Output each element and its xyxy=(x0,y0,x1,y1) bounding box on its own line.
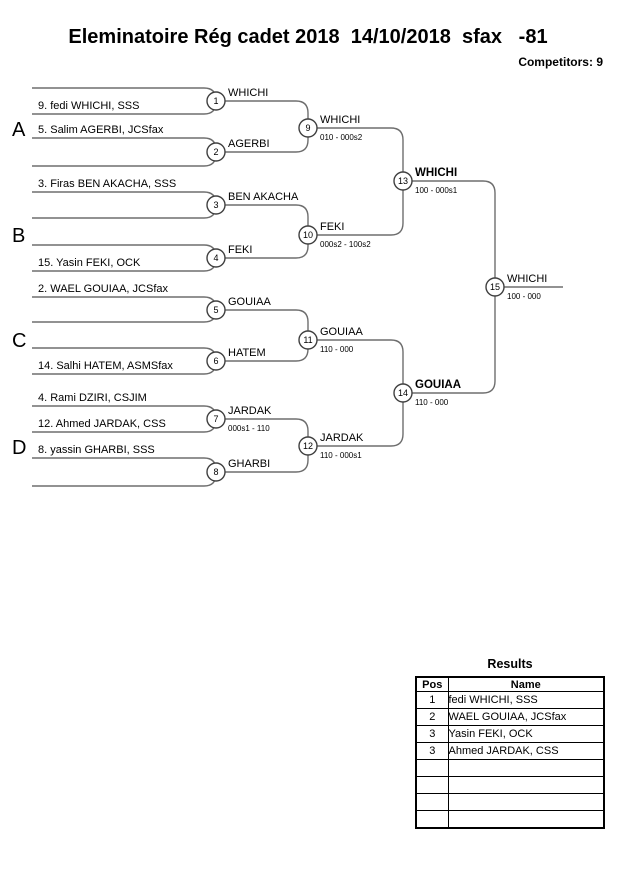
match-node-8 xyxy=(207,463,225,481)
winner-label: FEKI xyxy=(320,221,345,233)
match-number: 7 xyxy=(213,414,219,424)
group-label-a: A xyxy=(12,119,26,141)
competitor-name: 4. Rami DZIRI, CSJIM xyxy=(38,392,147,404)
name-cell: Ahmed JARDAK, CSS xyxy=(448,743,604,760)
group-label-b: B xyxy=(12,225,26,247)
match-number: 15 xyxy=(489,282,501,292)
match-node-11 xyxy=(299,331,317,349)
match-number: 9 xyxy=(305,123,311,133)
match-number: 1 xyxy=(213,96,219,106)
group-label-c: C xyxy=(12,330,27,352)
match-node-3 xyxy=(207,196,225,214)
table-row xyxy=(416,743,604,760)
winner-label: BEN AKACHA xyxy=(228,191,299,203)
winner-label: GOUIAA xyxy=(228,296,271,308)
match-node-15 xyxy=(486,278,504,296)
match-node-4 xyxy=(207,249,225,267)
match-node-13 xyxy=(394,172,412,190)
winner-label: WHICHI xyxy=(415,167,458,179)
pos-cell: 3 xyxy=(416,726,448,743)
winner-label: AGERBI xyxy=(228,138,270,150)
match-score: 110 - 000 xyxy=(415,398,449,407)
match-score: 100 - 000 xyxy=(507,292,541,301)
pos-cell xyxy=(416,811,448,829)
match-node-14 xyxy=(394,384,412,402)
match-node-10 xyxy=(299,226,317,244)
pos-cell: 2 xyxy=(416,709,448,726)
winner-label: GOUIAA xyxy=(320,326,363,338)
match-node-12 xyxy=(299,437,317,455)
name-cell xyxy=(448,777,604,794)
page-title: Eleminatoire Rég cadet 2018 14/10/2018 sfax -81 xyxy=(68,26,548,48)
pos-cell xyxy=(416,794,448,811)
match-score: 100 - 000s1 xyxy=(415,186,458,195)
name-cell xyxy=(448,811,604,829)
table-row xyxy=(416,760,604,777)
match-score: 010 - 000s2 xyxy=(320,133,363,142)
pos-cell xyxy=(416,760,448,777)
winner-label: FEKI xyxy=(228,244,253,256)
results-header-row xyxy=(416,677,604,692)
competitor-name: 3. Firas BEN AKACHA, SSS xyxy=(38,178,177,190)
name-cell: Yasin FEKI, OCK xyxy=(448,726,604,743)
match-score: 110 - 000s1 xyxy=(320,451,362,460)
competitors-count: Competitors: 9 xyxy=(518,55,603,69)
match-number: 3 xyxy=(213,200,219,210)
match-node-9 xyxy=(299,119,317,137)
table-row xyxy=(416,692,604,709)
match-number: 14 xyxy=(397,388,409,398)
winner-label: WHICHI xyxy=(320,114,361,126)
pos-cell xyxy=(416,777,448,794)
match-node-6 xyxy=(207,352,225,370)
competitor-name: 5. Salim AGERBI, JCSfax xyxy=(38,124,164,136)
match-number: 8 xyxy=(213,467,219,477)
match-score: 000s1 - 110 xyxy=(228,424,270,433)
pos-cell: 1 xyxy=(416,692,448,709)
name-cell: WAEL GOUIAA, JCSfax xyxy=(448,709,604,726)
match-node-2 xyxy=(207,143,225,161)
results-table xyxy=(415,676,605,829)
competitor-name: 12. Ahmed JARDAK, CSS xyxy=(38,418,166,430)
match-number: 12 xyxy=(302,441,314,451)
competitor-name: 8. yassin GHARBI, SSS xyxy=(38,444,155,456)
table-row xyxy=(416,726,604,743)
competitor-name: 9. fedi WHICHI, SSS xyxy=(38,100,140,112)
table-row xyxy=(416,709,604,726)
winner-label: JARDAK xyxy=(320,432,364,444)
pos-cell: 3 xyxy=(416,743,448,760)
name-cell xyxy=(448,760,604,777)
competitor-name: 15. Yasin FEKI, OCK xyxy=(38,257,141,269)
match-node-1 xyxy=(207,92,225,110)
match-node-7 xyxy=(207,410,225,428)
match-number: 4 xyxy=(213,253,219,263)
match-number: 13 xyxy=(397,176,409,186)
results-title: Results xyxy=(487,657,533,671)
winner-label: WHICHI xyxy=(507,273,548,285)
group-label-d: D xyxy=(12,437,27,459)
match-number: 6 xyxy=(213,356,219,366)
table-row xyxy=(416,811,604,829)
match-number: 11 xyxy=(303,335,313,345)
competitor-name: 2. WAEL GOUIAA, JCSfax xyxy=(38,283,168,295)
competitor-name: 14. Salhi HATEM, ASMSfax xyxy=(38,360,173,372)
match-score: 110 - 000 xyxy=(320,345,354,354)
table-row xyxy=(416,794,604,811)
match-number: 2 xyxy=(213,147,219,157)
table-row xyxy=(416,777,604,794)
winner-label: GOUIAA xyxy=(415,379,461,391)
winner-label: JARDAK xyxy=(228,405,272,417)
match-score: 000s2 - 100s2 xyxy=(320,240,371,249)
winner-label: GHARBI xyxy=(228,458,271,470)
winner-label: HATEM xyxy=(228,347,266,359)
match-node-5 xyxy=(207,301,225,319)
match-number: 10 xyxy=(302,230,314,240)
pos-column-header: Pos xyxy=(416,677,448,692)
name-cell: fedi WHICHI, SSS xyxy=(448,692,604,709)
match-number: 5 xyxy=(213,305,219,315)
winner-label: WHICHI xyxy=(228,87,269,99)
name-cell xyxy=(448,794,604,811)
name-column-header: Name xyxy=(448,677,604,692)
